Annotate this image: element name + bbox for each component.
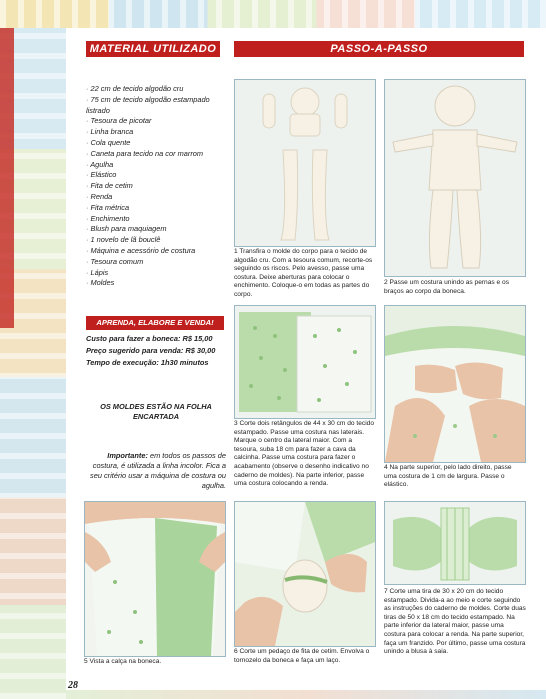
photo-step-3	[234, 305, 376, 419]
caption-step-3: 3 Corte dois retângulos de 44 x 30 cm do tecido estampado. Passe uma costura nas laterais. Marque o centro da lateral maior. Com a tesoura, suba 18 cm para fazer a cava da calcinha. Passe uma costura para fazer o acabamento (observe o desenho indicativo no caderno de moldes). Na parte inferior, passe uma costura colocando a renda.	[234, 420, 375, 488]
photo-step-7	[384, 501, 526, 585]
materials-list	[86, 84, 226, 289]
list-item: · Tesoura de picotar	[86, 116, 226, 127]
blouse-pieces-image	[385, 502, 525, 584]
photo-step-5	[84, 501, 226, 657]
photo-step-1	[234, 79, 376, 247]
caption-step-4: 4 Na parte superior, pelo lado direito, passe uma costura de 1 cm de largura. Passe o elástico.	[384, 464, 512, 489]
caption-step-6: 6 Corte um pedaço de fita de cetim. Envolva o tornozelo da boneca e faça um laço.	[234, 648, 370, 664]
price-line: Preço sugerido para venda: R$ 30,00	[86, 346, 216, 355]
decorative-red-strip	[0, 28, 14, 328]
doll-pieces-image	[235, 80, 375, 246]
important-text: em todos os passos de costura, é utilizada a linha incolor. Fica a seu critério usar a máquina de costura ou agulha.	[90, 451, 226, 490]
list-item: · Cola quente	[86, 138, 226, 149]
list-item: · Agulha	[86, 160, 226, 171]
photo-step-6	[234, 501, 376, 647]
list-item: · Moldes	[86, 278, 226, 289]
doll-body-image	[385, 80, 525, 276]
molds-note: OS MOLDES ESTÃO NA FOLHA ENCARTADA	[100, 402, 212, 421]
list-item: · Elástico	[86, 170, 226, 181]
steps-header: PASSO-A-PASSO	[234, 41, 524, 57]
list-item: · Fita de cetim	[86, 181, 226, 192]
list-item: · Linha branca	[86, 127, 226, 138]
list-item: · Lápis	[86, 268, 226, 279]
ribbon-ankle-image	[235, 502, 375, 646]
caption-step-7: 7 Corte uma tira de 30 x 20 cm do tecido estampado. Divida-a ao meio e corte seguindo as instruções do caderno de moldes. Corte duas tiras de 50 x 18 cm do tecido estampado. Na parte inferior da lateral maior, passe uma costura para colocar a renda. Na parte superior, faça um franzido. Por último, passe uma costura unindo a blusa à saia.	[384, 588, 526, 656]
cost-line: Custo para fazer a boneca: R$ 15,00	[86, 334, 213, 343]
list-item: · Tesoura comum	[86, 257, 226, 268]
decorative-fabric-border-top	[0, 0, 546, 28]
important-note	[86, 451, 226, 491]
fabric-rectangles-image	[235, 306, 375, 418]
photo-step-2	[384, 79, 526, 277]
decorative-fabric-border-bottom	[66, 690, 546, 699]
caption-step-5: 5 Vista a calça na boneca.	[84, 658, 162, 665]
sell-header: APRENDA, ELABORE E VENDA!	[86, 316, 224, 330]
list-item: · 22 cm de tecido algodão cru	[86, 84, 226, 95]
page-number: 28	[68, 680, 78, 691]
doll-pants-image	[85, 502, 225, 656]
list-item: · Blush para maquiagem	[86, 224, 226, 235]
list-item: · Máquina e acessório de costura	[86, 246, 226, 257]
list-item: · Caneta para tecido na cor marrom	[86, 149, 226, 160]
important-label: Importante:	[107, 451, 148, 460]
time-line: Tempo de execução: 1h30 minutos	[86, 358, 209, 367]
list-item: · 1 novelo de lã bouclê	[86, 235, 226, 246]
list-item: · 75 cm de tecido algodão estampado listrado	[86, 95, 226, 117]
caption-step-2: 2 Passe um costura unindo as pernas e os braços ao corpo da boneca.	[384, 279, 509, 295]
hands-elastic-image	[385, 306, 525, 462]
photo-step-4	[384, 305, 526, 463]
caption-step-1: 1 Transfira o molde do corpo para o tecido de algodão cru. Com a tesoura comum, recorte-os seguindo os riscos. Pelo avesso, passe uma costura. Deixe aberturas para colocar o enchimento. Coloque-o em todas as partes do corpo.	[234, 248, 373, 298]
list-item: · Fita métrica	[86, 203, 226, 214]
materials-header: MATERIAL UTILIZADO	[86, 41, 220, 57]
list-item: · Renda	[86, 192, 226, 203]
list-item: · Enchimento	[86, 214, 226, 225]
